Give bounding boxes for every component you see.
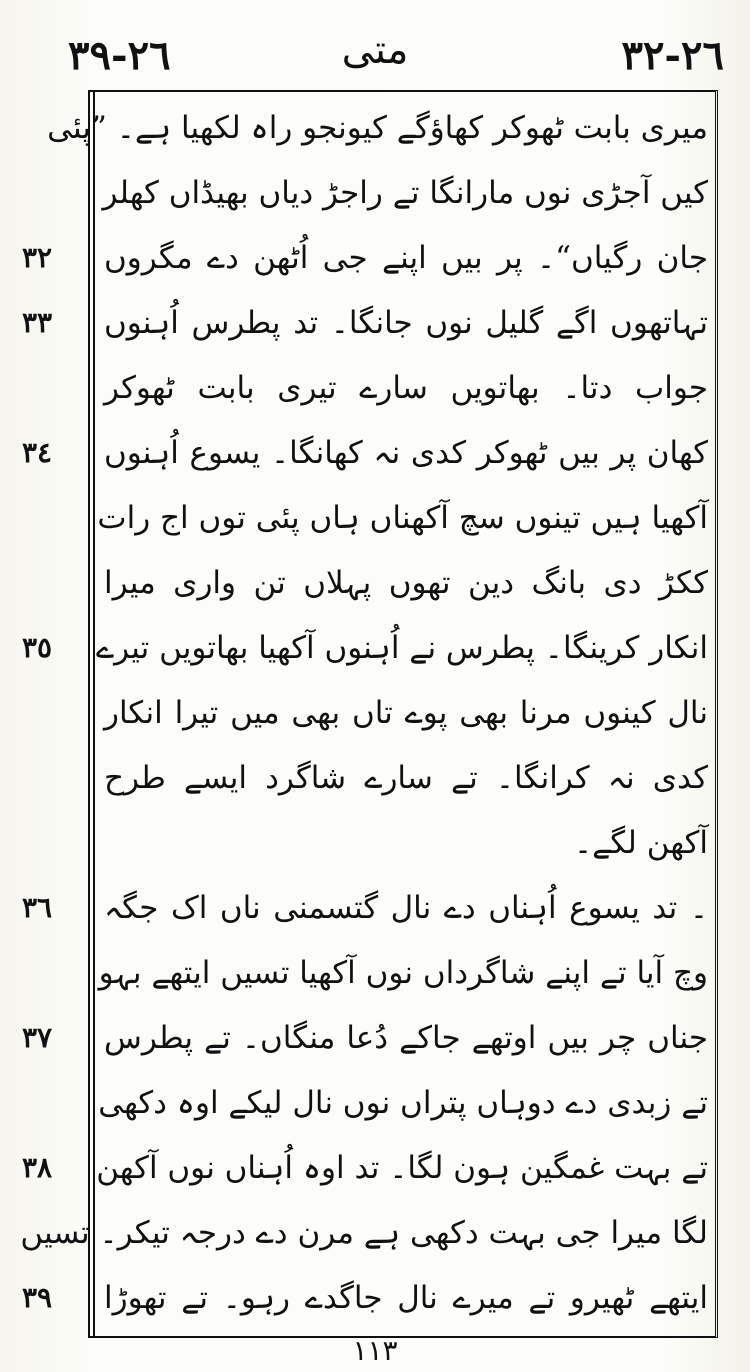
verse-number: ٣٤ [22, 436, 53, 469]
frame-rule [93, 90, 95, 1338]
text-line: ایتھے ٹھیرو تے میرے نال جاگدے رہو۔ تے تھوڑا [104, 1280, 708, 1316]
text-line: جواب دتا۔ بھاتویں سارے تیری بابت ٹھوکر [104, 370, 708, 406]
text-line: کھان پر بیں ٹھوکر کدی نہ کھانگا۔ یسوع اُہنوں [104, 435, 708, 471]
text-line: کدی نہ کرانگا۔ تے سارے شاگرد ایسے طرح [104, 760, 708, 796]
text-line: ۔ تد یسوع اُہناں دے نال گتسمنی ناں اک جگہ [104, 890, 708, 926]
header-verse-range-start: ٢٦-٣٢ [621, 32, 724, 79]
text-line: تے بہت غمگین ہون لگا۔ تد اوہ اُہناں نوں آکھن [96, 1150, 708, 1186]
text-line: میری بابت ٹھوکر کھاؤگے کیونجو راہ لکھیا ہے۔ ”پئی [47, 110, 708, 146]
verse-number: ٣٣ [22, 306, 53, 339]
verse-number: ٣٨ [22, 1151, 53, 1184]
verse-number: ٣٩ [22, 1281, 53, 1314]
header-verse-range-end: ٢٦-٣٩ [68, 32, 171, 79]
text-line: نال کینوں مرنا بھی پوے تاں بھی میں تیرا انکار [104, 695, 708, 731]
text-line: کیں آجڑی نوں مارانگا تے راجڑ دیاں بھیڈاں کھلر [102, 175, 708, 211]
text-line: تے زبدی دے دوہاں پتراں نوں نال لیکے اوہ دکھی [98, 1085, 708, 1121]
text-line: آکھن لگے۔ [573, 825, 708, 861]
text-line: لگا میرا جی بہت دکھی ہے مرن دے درجہ تیکر۔ تسیں [20, 1215, 708, 1251]
text-line: آکھیا ہیں تینوں سچ آکھناں ہاں پئی توں اج رات [97, 500, 708, 536]
text-line: جناں چر بیں اوتھے جاکے دُعا منگاں۔ تے پطرس [104, 1020, 708, 1056]
verse-number: ٣٥ [22, 631, 53, 664]
text-line: انکار کرینگا۔ پطرس نے اُہنوں آکھیا بھاتویں تیرے [96, 630, 708, 666]
text-line: جان رگیاں“۔ پر بیں اپنے جی اُٹھن دے مگروں [104, 240, 708, 276]
text-line: ککڑ دی بانگ دین تھوں پہلاں تن واری میرا [104, 565, 708, 601]
verse-number: ٣٦ [22, 891, 53, 924]
verse-number: ٣٢ [22, 241, 53, 274]
text-line: تہاتھوں اگے گلیل نوں جانگا۔ تد پطرس اُہنوں [104, 305, 708, 341]
header-book-title: متی [341, 27, 409, 73]
page-number: ١١٣ [352, 1334, 398, 1367]
verse-number: ٣٧ [22, 1021, 53, 1054]
text-line: وچ آیا تے اپنے شاگرداں نوں آکھیا تسیں ایتھے بہو [98, 955, 708, 991]
page-header [0, 18, 750, 88]
